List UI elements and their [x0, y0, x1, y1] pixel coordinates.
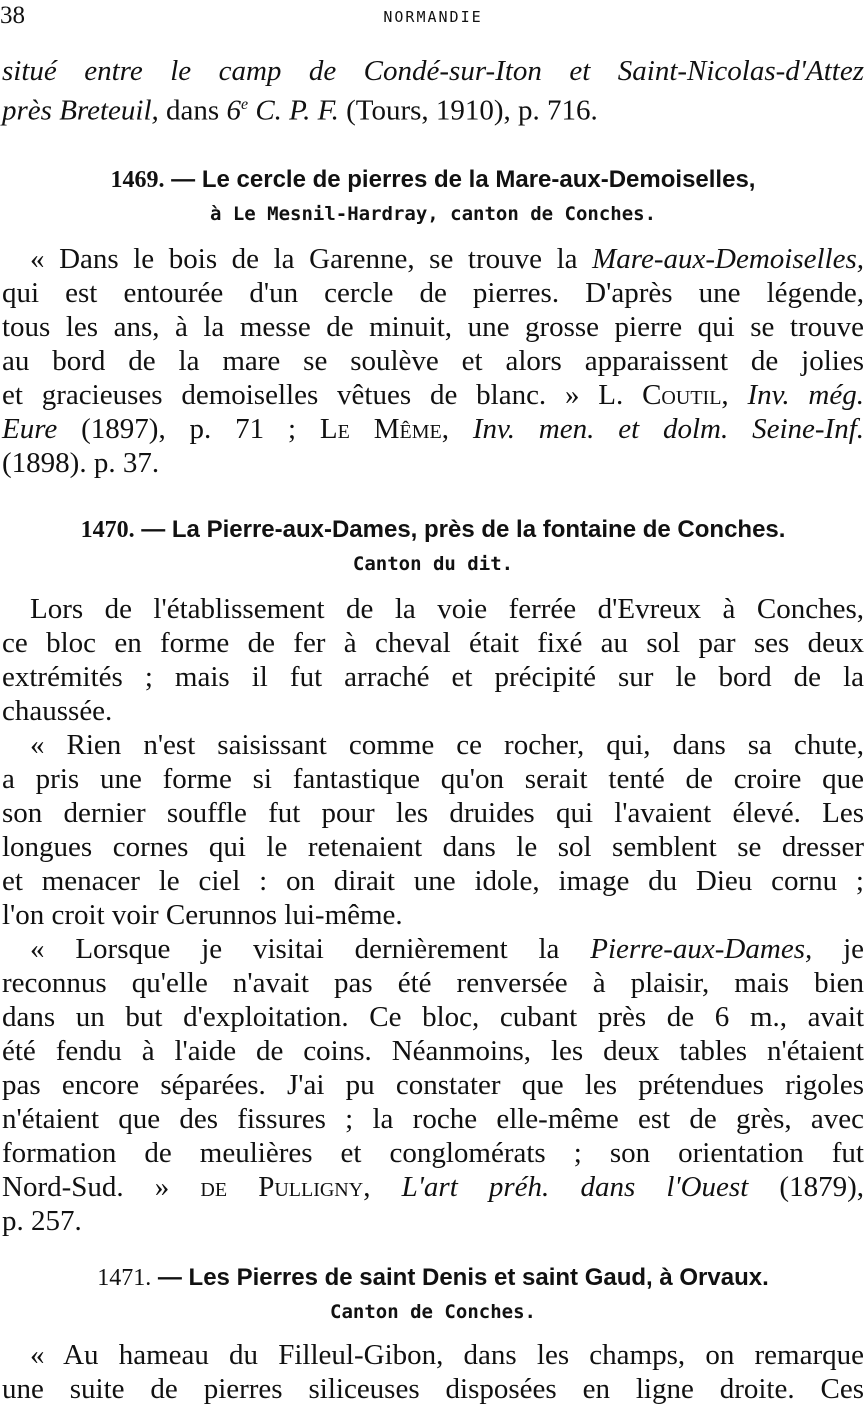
section-1471-subtitle: Canton de Conches.	[330, 1301, 536, 1323]
p1471-l2: une suite de pierres siliceuses disposées en ligne droite. Ces	[2, 1373, 864, 1405]
p1470b-l6: l'on croit voir Cerunnos lui-même.	[2, 899, 403, 931]
p1469-l3: tous les ans, à la messe de minuit, une grosse pierre qui se trouve	[2, 311, 864, 343]
section-1470-paragraph-2	[2, 728, 864, 932]
section-1469-heading	[0, 164, 866, 196]
p1470c-l1: « Lorsque je visitai dernièrement la	[30, 933, 591, 965]
intro-line-1: situé entre le camp de Condé-sur-Iton et Saint-Nicolas-d'Attez	[2, 55, 864, 87]
p1470a-l1: Lors de l'établissement de la voie ferrée d'Evreux à Conches,	[30, 593, 864, 625]
p1471-l1: « Au hameau du Filleul-Gibon, dans les champs, on remarque	[30, 1339, 864, 1371]
p1470a-l2: ce bloc en forme de fer à cheval était fixé au sol par ses deux	[2, 627, 864, 659]
section-1469-number: 1469.	[110, 167, 165, 193]
p1469-l1: « Dans le bois de la Garenne, se trouve la	[30, 243, 593, 275]
p1470c-l7: formation de meulières et conglomérats ; son orientation fut	[2, 1137, 864, 1169]
p1470c-author: de Pulligny,	[200, 1171, 371, 1203]
section-1470-paragraph-3	[2, 932, 864, 1238]
running-header	[0, 2, 866, 32]
p1469-l2: qui est entourée d'un cercle de pierres. D'après une légende,	[2, 277, 864, 309]
p1470c-ref-year: (1879),	[748, 1171, 864, 1203]
intro-cpf: C. P. F.	[248, 94, 339, 127]
section-1469-title: — Le cercle de pierres de la Mare-aux-Demoiselles,	[164, 166, 756, 193]
p1470b-l2: a pris une forme si fantastique qu'on serait tenté de croire que	[2, 763, 864, 795]
section-1469-paragraph	[2, 242, 864, 480]
p1470c-ref-title: L'art préh. dans l'Ouest	[370, 1171, 749, 1203]
p1469-l1-italic: Mare-aux-Demoiselles,	[592, 243, 864, 275]
intro-sup: e	[240, 96, 249, 113]
p1470b-l3: son dernier souffle fut pour les druides qui l'avaient élevé. Les	[2, 797, 864, 829]
p1470c-l1-end: je	[812, 933, 864, 965]
intro-paragraph	[2, 54, 864, 128]
p1470c-l2: reconnus qu'elle n'avait pas été renversée à plaisir, mais bien	[2, 967, 864, 999]
p1470c-l3: dans un but d'exploitation. Ce bloc, cubant près de 6 m., avait	[2, 1001, 864, 1033]
section-1471-number: 1471.	[97, 1265, 152, 1291]
p1470b-l1: « Rien n'est saisissant comme ce rocher, qui, dans sa chute,	[30, 729, 864, 761]
section-1469-subtitle: à Le Mesnil-Hardray, canton de Conches.	[209, 203, 657, 225]
section-1470-heading	[0, 514, 866, 546]
section-1471-heading	[0, 1262, 866, 1294]
p1470c-l4: été fendu à l'aide de coins. Néanmoins, les deux tables n'étaient	[2, 1035, 864, 1067]
p1470b-l4: longues cornes qui le retenaient dans le sol semblent se dresser	[2, 831, 864, 863]
intro-breteuil: près Breteuil,	[2, 94, 159, 127]
p1470c-l5: pas encore séparées. J'ai pu constater que les prétendues rigoles	[2, 1069, 864, 1101]
p1470a-l4: chaussée.	[2, 695, 113, 727]
section-1471-title: — Les Pierres de saint Denis et saint Gaud, à Orvaux.	[151, 1264, 769, 1291]
p1469-eure: Eure	[2, 413, 58, 445]
intro-dans: dans	[158, 94, 227, 127]
p1469-l5: et gracieuses demoiselles vêtues de blanc. » L.	[2, 379, 643, 411]
p1470c-l8: Nord-Sud. »	[2, 1171, 201, 1203]
p1469-ref-2: Inv. men. et dolm. Seine-Inf.	[448, 413, 865, 445]
p1469-ref-year: (1897), p. 71 ;	[57, 413, 320, 445]
p1469-l7: (1898). p. 37.	[2, 447, 160, 479]
p1470c-l1-italic: Pierre-aux-Dames,	[590, 933, 813, 965]
p1470b-l5: et menacer le ciel : on dirait une idole, image du Dieu cornu ;	[2, 865, 864, 897]
p1469-le-meme: Le Même,	[319, 413, 449, 445]
intro-6: 6	[226, 94, 241, 127]
p1470c-l9: p. 257.	[2, 1205, 82, 1237]
p1469-ref-1: Inv. még.	[728, 379, 864, 411]
running-title: NORMANDIE	[383, 8, 483, 26]
section-1470-paragraph-1	[2, 592, 864, 728]
p1469-author: Coutil,	[642, 379, 729, 411]
section-1470-number: 1470.	[80, 517, 135, 543]
intro-ref: (Tours, 1910), p. 716.	[338, 94, 598, 127]
section-1470-title: — La Pierre-aux-Dames, près de la fontaine de Conches.	[134, 516, 786, 543]
p1470c-l6: n'étaient que des fissures ; la roche elle-même est de grès, avec	[2, 1103, 864, 1135]
section-1470-subtitle: Canton du dit.	[352, 553, 514, 575]
p1470a-l3: extrémités ; mais il fut arraché et précipité sur le bord de la	[2, 661, 864, 693]
p1469-l4: au bord de la mare se soulève et alors apparaissent de jolies	[2, 345, 864, 377]
page-number: 38	[0, 2, 25, 29]
section-1471-paragraph	[2, 1338, 864, 1406]
